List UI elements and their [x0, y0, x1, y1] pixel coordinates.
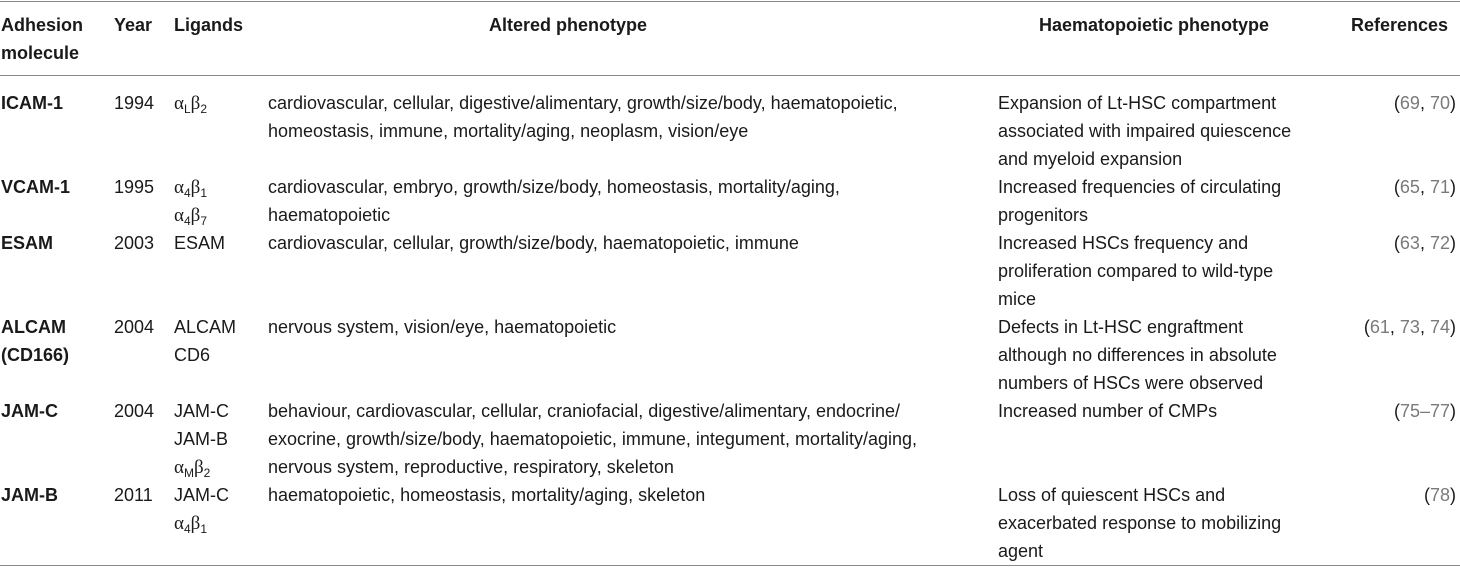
molecule-name: ESAM [1, 233, 54, 253]
paren-open: ( [1363, 317, 1370, 337]
haematopoietic-phenotype-line: and myeloid expansion [998, 149, 1183, 169]
ligand-item: CD6 [174, 345, 211, 365]
ligand-beta-subscript: 2 [203, 466, 211, 480]
reference-number: 70 [1429, 93, 1450, 113]
paren-close: ) [1450, 401, 1456, 421]
haematopoietic-phenotype-line: Increased number of CMPs [998, 401, 1218, 421]
ligand-alpha-subscript: 4 [183, 186, 191, 200]
paren-close: ) [1450, 485, 1456, 505]
haematopoietic-phenotype-line: Increased HSCs frequency and [998, 233, 1249, 253]
header-references: References [1351, 15, 1449, 35]
ligand-beta: β [190, 205, 201, 226]
ref-separator: , [1419, 177, 1430, 197]
references-cell [1394, 229, 1456, 257]
paren-close: ) [1450, 317, 1456, 337]
ligand-alpha-subscript: 4 [183, 214, 191, 228]
year-cell: 2004 [114, 401, 155, 421]
paren-open: ( [1393, 233, 1400, 253]
altered-phenotype-line: haematopoietic, homeostasis, mortality/aging, skeleton [268, 485, 706, 505]
altered-phenotype-line: behaviour, cardiovascular, cellular, craniofacial, digestive/alimentary, endocrine/ [268, 401, 901, 421]
ligand-alpha: α [174, 205, 184, 226]
ligand-beta-subscript: 1 [200, 186, 208, 200]
paren-close: ) [1450, 177, 1456, 197]
reference-number: 73 [1399, 317, 1420, 337]
table-bottom-rule [0, 565, 1460, 566]
header-altered-phenotype: Altered phenotype [489, 15, 648, 35]
paren-open: ( [1393, 401, 1400, 421]
molecule-name: ICAM-1 [1, 93, 63, 113]
haematopoietic-phenotype-line: proliferation compared to wild-type [998, 261, 1274, 281]
ref-separator: , [1419, 233, 1430, 253]
ref-separator: , [1419, 93, 1430, 113]
ligand-item: JAM-C [174, 401, 229, 421]
ligand-alpha: α [174, 93, 184, 114]
ligand-alpha: α [174, 513, 184, 534]
references-cell [1394, 89, 1456, 117]
ligand-alpha-subscript: 4 [183, 522, 191, 536]
ligand-beta-subscript: 7 [200, 214, 208, 228]
molecule-name: JAM-C [1, 401, 58, 421]
molecule-name: JAM-B [1, 485, 58, 505]
year-cell: 1994 [114, 93, 155, 113]
reference-number: 63 [1399, 233, 1420, 253]
ligand-item: JAM-B [174, 429, 228, 449]
haematopoietic-phenotype-line: Defects in Lt-HSC engraftment [998, 317, 1244, 337]
paren-close: ) [1450, 233, 1456, 253]
haematopoietic-phenotype-line: although no differences in absolute [998, 345, 1277, 365]
altered-phenotype-line: nervous system, vision/eye, haematopoietic [268, 317, 617, 337]
reference-number: 61 [1369, 317, 1390, 337]
year-cell: 1995 [114, 177, 155, 197]
haematopoietic-phenotype-line: Expansion of Lt-HSC compartment [998, 93, 1277, 113]
haematopoietic-phenotype-line: mice [998, 289, 1037, 309]
ligand-item [174, 173, 207, 202]
altered-phenotype-line: homeostasis, immune, mortality/aging, neoplasm, vision/eye [268, 121, 749, 141]
ligand-item: JAM-C [174, 485, 229, 505]
ligand-alpha: α [174, 177, 184, 198]
paren-open: ( [1393, 177, 1400, 197]
altered-phenotype-line: cardiovascular, cellular, growth/size/body, haematopoietic, immune [268, 233, 799, 253]
molecule-name: VCAM-1 [1, 177, 71, 197]
ligand-alpha: α [174, 457, 184, 478]
ligand-beta-subscript: 1 [200, 522, 208, 536]
year-cell: 2004 [114, 317, 155, 337]
ligand-alpha-subscript: M [183, 466, 194, 480]
ligand-item: ALCAM [174, 317, 237, 337]
header-year: Year [114, 15, 153, 35]
ref-separator: , [1389, 317, 1400, 337]
reference-number: 74 [1429, 317, 1450, 337]
molecule-name: ALCAM [1, 317, 66, 337]
ligand-alpha-subscript: L [183, 102, 191, 116]
reference-number: 75–77 [1399, 401, 1450, 421]
haematopoietic-phenotype-line: Increased frequencies of circulating [998, 177, 1282, 197]
paren-open: ( [1423, 485, 1430, 505]
header-molecule-line-2: molecule [1, 43, 80, 63]
ligand-item [174, 201, 207, 230]
haematopoietic-phenotype-line: associated with impaired quiescence [998, 121, 1292, 141]
reference-number: 78 [1429, 485, 1450, 505]
ligand-beta: β [190, 93, 201, 114]
ligand-item: ESAM [174, 233, 226, 253]
haematopoietic-phenotype-line: exacerbated response to mobilizing [998, 513, 1282, 533]
reference-number: 69 [1399, 93, 1420, 113]
header-haematopoietic-phenotype: Haematopoietic phenotype [1039, 15, 1270, 35]
ligand-item [174, 89, 207, 118]
reference-number: 65 [1399, 177, 1420, 197]
haematopoietic-phenotype-line: agent [998, 541, 1044, 561]
table-header-rule [0, 75, 1460, 76]
table-top-rule [0, 1, 1460, 2]
ligand-beta: β [190, 177, 201, 198]
altered-phenotype-line: nervous system, reproductive, respiratory, skeleton [268, 457, 674, 477]
altered-phenotype-line: cardiovascular, embryo, growth/size/body, homeostasis, mortality/aging, [268, 177, 840, 197]
haematopoietic-phenotype-line: Loss of quiescent HSCs and [998, 485, 1226, 505]
molecule-name: (CD166) [1, 345, 70, 365]
reference-number: 71 [1429, 177, 1450, 197]
paren-close: ) [1450, 93, 1456, 113]
altered-phenotype-line: haematopoietic [268, 205, 391, 225]
haematopoietic-phenotype-line: numbers of HSCs were observed [998, 373, 1264, 393]
ligand-beta: β [193, 457, 204, 478]
header-ligands: Ligands [174, 15, 244, 35]
haematopoietic-phenotype-line: progenitors [998, 205, 1089, 225]
references-cell [1394, 173, 1456, 201]
ref-separator: , [1419, 317, 1430, 337]
ligand-beta-subscript: 2 [200, 102, 208, 116]
paren-open: ( [1393, 93, 1400, 113]
year-cell: 2003 [114, 233, 155, 253]
altered-phenotype-line: cardiovascular, cellular, digestive/alimentary, growth/size/body, haematopoietic, [268, 93, 898, 113]
references-cell [1394, 397, 1456, 425]
altered-phenotype-line: exocrine, growth/size/body, haematopoietic, immune, integument, mortality/aging, [268, 429, 917, 449]
references-cell [1364, 313, 1456, 341]
ligand-item [174, 509, 207, 538]
header-molecule-line-1: Adhesion [1, 15, 84, 35]
references-cell [1424, 481, 1456, 509]
year-cell: 2011 [114, 485, 153, 505]
ligand-item [174, 453, 210, 482]
reference-number: 72 [1429, 233, 1450, 253]
ligand-beta: β [190, 513, 201, 534]
